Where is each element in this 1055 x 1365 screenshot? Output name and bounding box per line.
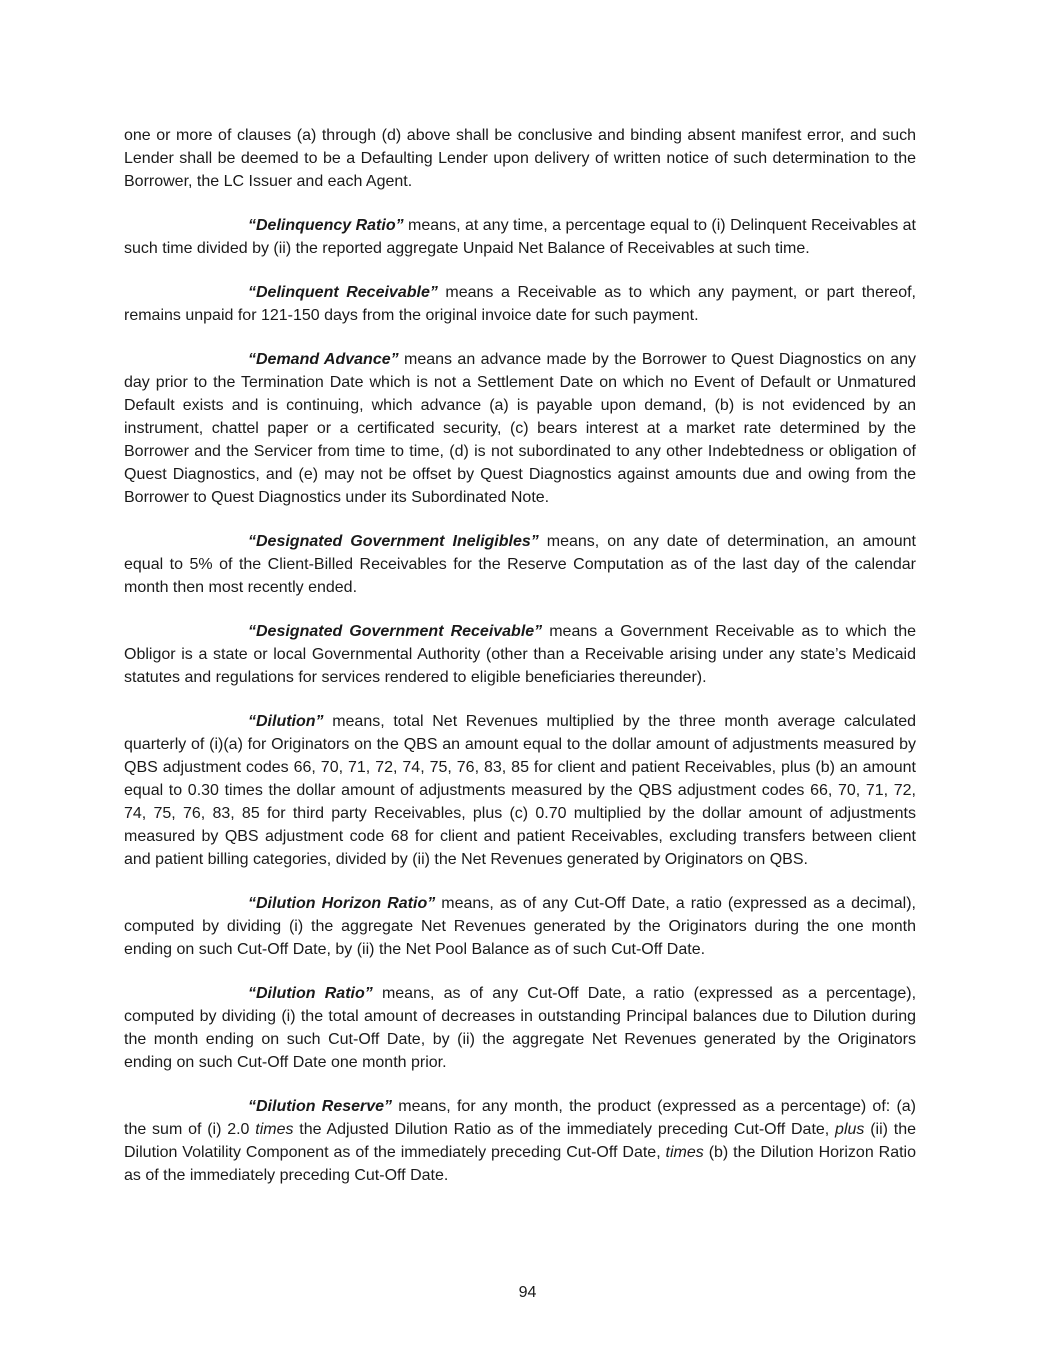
- definition-delinquent-receivable: [124, 281, 916, 327]
- definition-text: means, as of any Cut-Off Date, a ratio (expressed as a decimal), computed by dividing (i) the aggregate Net Revenues generated by the Originators during the one month ending on such Cut-Off Date, by (ii) the Net Pool Balance as of such Cut-Off Date.: [124, 895, 916, 958]
- definition-dilution: [124, 710, 916, 871]
- defined-term: “Dilution Horizon Ratio”: [248, 895, 436, 912]
- defined-term: “Dilution Ratio”: [248, 985, 373, 1002]
- definition-delinquency-ratio: [124, 214, 916, 260]
- defined-term: “Dilution Reserve”: [248, 1098, 393, 1115]
- definition-designated-government-receivable: [124, 620, 916, 689]
- definition-text: the Adjusted Dilution Ratio as of the immediately preceding Cut-Off Date,: [293, 1121, 836, 1138]
- defined-term: “Dilution”: [248, 713, 324, 730]
- definition-text: means, on any date of determination, an amount equal to 5% of the Client-Billed Receivables for the Reserve Computation as of the last day of the calendar month then most recently ended.: [124, 533, 916, 596]
- definition-dilution-ratio: [124, 982, 916, 1074]
- definition-text: means, for any month, the product (expressed as a percentage) of: (a) the sum of (i) 2.0: [124, 1098, 916, 1138]
- definition-text: means, total Net Revenues multiplied by the three month average calculated quarterly of (i)(a) for Originators on the QBS an amount equal to the dollar amount of adjustments measured by QBS adjustment codes 66, 70, 71, 72, 74, 75, 76, 83, 85 for client and patient Receivables, plus (b) an amount equal to 0.30 times the dollar amount of adjustments measured by the QBS adjustment codes 66, 70, 71, 72, 74, 75, 76, 83, 85 for third party Receivables, plus (c) 0.70 multiplied by the dollar amount of adjustments measured by QBS adjustment code 68 for client and patient Receivables, excluding transfers between client and patient billing categories, divided by (ii) the Net Revenues generated by Originators on QBS.: [124, 713, 916, 868]
- defined-term: “Demand Advance”: [248, 351, 399, 368]
- definition-text: means a Receivable as to which any payment, or part thereof, remains unpaid for 121-150 days from the original invoice date for such payment.: [124, 284, 916, 324]
- document-page: [124, 124, 916, 1187]
- page-number: 94: [518, 1284, 537, 1301]
- italic-times: times: [665, 1144, 704, 1161]
- italic-plus: plus: [835, 1121, 865, 1138]
- defined-term: “Delinquency Ratio”: [248, 217, 404, 234]
- definition-text: means an advance made by the Borrower to Quest Diagnostics on any day prior to the Termination Date which is not a Settlement Date on which no Event of Default or Unmatured Default exists and is continuing, which advance (a) is payable upon demand, (b) is not evidenced by an instrument, chattel paper or a certificated security, (c) bears interest at a market rate determined by the Borrower and the Servicer from time to time, (d) is not subordinated to any other Indebtedness or obligation of Quest Diagnostics, and (e) may not be offset by Quest Diagnostics against amounts due and owing from the Borrower to Quest Diagnostics under its Subordinated Note.: [124, 351, 917, 506]
- definition-text: (b) the Dilution Horizon Ratio as of the immediately preceding Cut-Off Date.: [124, 1144, 916, 1184]
- definition-text: means a Government Receivable as to which the Obligor is a state or local Governmental Authority (other than a Receivable arising under any state’s Medicaid statutes and regulations for services rendered to eligible beneficiaries thereunder).: [124, 623, 916, 686]
- continuation-paragraph: one or more of clauses (a) through (d) above shall be conclusive and binding absent manifest error, and such Lender shall be deemed to be a Defaulting Lender upon delivery of written notice of such determination to the Borrower, the LC Issuer and each Agent.: [124, 127, 916, 190]
- definition-text: (ii) the Dilution Volatility Component as of the immediately preceding Cut-Off Date,: [124, 1121, 917, 1161]
- definition-dilution-horizon-ratio: [124, 892, 916, 961]
- definition-text: means, at any time, a percentage equal to (i) Delinquent Receivables at such time divided by (ii) the reported aggregate Unpaid Net Balance of Receivables at such time.: [124, 217, 916, 257]
- defined-term: “Designated Government Ineligibles”: [248, 533, 539, 550]
- defined-term: “Delinquent Receivable”: [248, 284, 438, 301]
- definition-text: means, as of any Cut-Off Date, a ratio (expressed as a percentage), computed by dividing (i) the total amount of decreases in outstanding Principal balances due to Dilution during the month ending on such Cut-Off Date, by (ii) the aggregate Net Revenues generated by the Originators ending on such Cut-Off Date one month prior.: [124, 985, 917, 1071]
- definition-demand-advance: [124, 348, 916, 509]
- italic-times: times: [255, 1121, 294, 1138]
- definition-designated-government-ineligibles: [124, 530, 916, 599]
- defined-term: “Designated Government Receivable”: [248, 623, 543, 640]
- definition-dilution-reserve: [124, 1095, 916, 1187]
